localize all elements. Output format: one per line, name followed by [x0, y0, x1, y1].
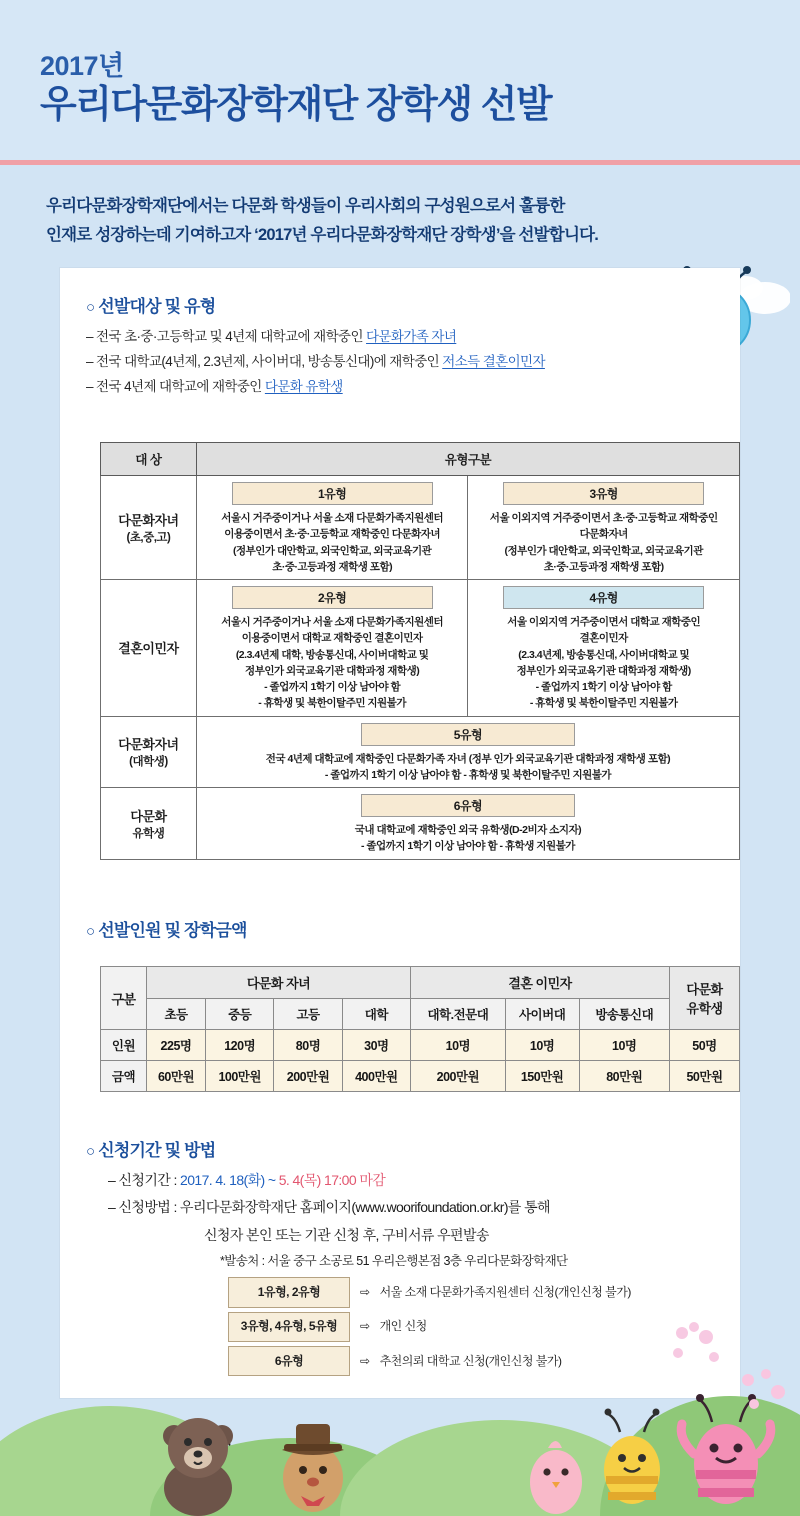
- flower-decoration-2: [734, 1366, 794, 1426]
- title-divider: [0, 160, 800, 165]
- cell: 225명: [147, 1030, 206, 1061]
- acorn-mascot: [268, 1404, 358, 1516]
- chick-mascot: [520, 1426, 592, 1516]
- ring-bullet-icon: ○: [86, 1143, 95, 1160]
- row-label: 금액: [101, 1061, 147, 1092]
- quota-col-college: 대학.전문대: [411, 999, 506, 1030]
- route-row: [108, 1346, 720, 1376]
- cell: 150만원: [505, 1061, 579, 1092]
- type-cell: [196, 716, 739, 788]
- type-detail: 서울 이외지역 거주중이면서 초·중·고등학교 재학중인 다문화자녀 (정부인가 대안학교, 외국인학교, 외국교육기관 초·중·고등과정 재학생 포함): [489, 512, 718, 573]
- quota-group-children: 다문화 자녀: [147, 967, 411, 999]
- arrow-icon: ⇨: [360, 1353, 370, 1368]
- cell: 120명: [206, 1030, 274, 1061]
- table-row: [101, 716, 740, 788]
- type-detail: 전국 4년제 대학교에 재학중인 다문화가족 자녀 (정부 인가 외국교육기관 대학과정 재학생 포함) - 졸업까지 1학기 이상 남아야 함 - 휴학생 및 북한이탈주민 지원불가: [265, 752, 671, 781]
- types-table-header-target: 대 상: [101, 443, 197, 476]
- title-year: 2017년: [40, 51, 124, 81]
- cell: 400만원: [342, 1061, 410, 1092]
- arrow-icon: ⇨: [360, 1319, 370, 1334]
- quota-col-high: 고등: [274, 999, 342, 1030]
- section-1-bullets: [86, 325, 545, 400]
- section-1-title: [86, 292, 545, 317]
- table-row: [101, 788, 740, 860]
- type-cell: [196, 788, 739, 860]
- type-detail: 서울시 거주중이거나 서울 소재 다문화가족지원센터 이용중이면서 대학교 재학중인 결혼이민자 (2.3.4년제 대학, 방송통신대, 사이버대학교 및 정부인가 외국교육기관 대학과정 재학생) - 졸업까지 1학기 이상 남아야 함 - 휴학생 및 북한이탈주민 지원불가: [221, 616, 444, 710]
- route-desc: 개인 신청: [379, 1319, 427, 1334]
- apply-info: [86, 1167, 720, 1376]
- quota-col-middle: 중등: [206, 999, 274, 1030]
- intro-paragraph: [46, 192, 758, 250]
- route-types: 6유형: [228, 1346, 350, 1376]
- section-2: [86, 916, 247, 941]
- cell: 200만원: [274, 1061, 342, 1092]
- row-label: 다문화 유학생: [101, 788, 197, 860]
- cell: 80만원: [579, 1061, 669, 1092]
- row-label: 결혼이민자: [101, 580, 197, 717]
- section-3-title-text: 신청기간 및 방법: [98, 1141, 216, 1160]
- apply-note: *발송처 : 서울 중구 소공로 51 우리은행본점 3층 우리다문화장학재단: [220, 1253, 568, 1268]
- route-desc: 추천의뢰 대학교 신청(개인신청 불가): [379, 1353, 562, 1368]
- route-types: 3유형, 4유형, 5유형: [228, 1312, 350, 1342]
- table-row: [101, 1061, 740, 1092]
- type-detail: 서울 이외지역 거주중이면서 대학교 재학중인 결혼이민자 (2.3.4년제, 방송통신대, 사이버대학교 및 정부인가 외국교육기관 대학과정 재학생) - 졸업까지 1학기 이상 남아야 함 - 휴학생 및 북한이탈주민 지원불가: [507, 616, 701, 710]
- type-chip: 1유형: [232, 482, 433, 505]
- quota-col-elementary: 초등: [147, 999, 206, 1030]
- cell: 50명: [670, 1030, 740, 1061]
- row-label: 인원: [101, 1030, 147, 1061]
- quota-col-university: 대학: [342, 999, 410, 1030]
- list-item: – 전국 초·중·고등학교 및 4년제 대학교에 재학중인 다문화가족 자녀: [86, 329, 457, 344]
- section-1: [86, 292, 545, 400]
- cell: 30명: [342, 1030, 410, 1061]
- type-detail: 서울시 거주중이거나 서울 소재 다문화가족지원센터 이용중이면서 초·중·고등학교 재학중인 다문화자녀 (정부인가 대안학교, 외국인학교, 외국교육기관 초·중·고등과정 재학생 포함): [221, 512, 444, 573]
- apply-period: – 신청기간 : 2017. 4. 18(화) ~ 5. 4(목) 17:00 마감: [108, 1172, 386, 1188]
- type-cell: [468, 580, 740, 717]
- quota-group-international: 다문화 유학생: [670, 967, 740, 1030]
- quota-group-immigrants: 결혼 이민자: [411, 967, 670, 999]
- type-cell: [468, 476, 740, 580]
- cell: 10명: [505, 1030, 579, 1061]
- type-chip: 2유형: [232, 586, 433, 609]
- cell: 10명: [579, 1030, 669, 1061]
- section-2-title: [86, 916, 247, 941]
- route-types: 1유형, 2유형: [228, 1277, 350, 1307]
- arrow-icon: ⇨: [360, 1284, 370, 1299]
- type-cell: [196, 476, 468, 580]
- type-chip: 3유형: [503, 482, 704, 505]
- section-2-title-text: 선발인원 및 장학금액: [98, 921, 247, 940]
- type-chip: 4유형: [503, 586, 704, 609]
- apply-method: – 신청방법 : 우리다문화장학재단 홈페이지(www.woorifoundation.or.kr)를 통해 신청자 본인 또는 기관 신청 후, 구비서류 우편발송 *발송처 : 서울 중구 소공로 51 우리은행본점 3층 우리다문화장학재단: [108, 1194, 720, 1273]
- cell: 60만원: [147, 1061, 206, 1092]
- type-cell: [196, 580, 468, 717]
- table-row: [101, 476, 740, 580]
- type-chip: 5유형: [361, 723, 575, 746]
- cell: 10명: [411, 1030, 506, 1061]
- table-row: [101, 1030, 740, 1061]
- quota-table: [100, 966, 740, 1092]
- types-table: [100, 442, 740, 860]
- type-detail: 국내 대학교에 재학중인 외국 유학생(D-2비자 소지자) - 졸업까지 1학기 이상 남아야 함 - 휴학생 지원불가: [354, 824, 582, 853]
- ring-bullet-icon: ○: [86, 299, 95, 316]
- type-chip: 6유형: [361, 794, 575, 817]
- section-3-title: [86, 1136, 720, 1161]
- yellow-bee-mascot: [590, 1404, 674, 1516]
- route-row: [108, 1312, 720, 1342]
- cell: 80명: [274, 1030, 342, 1061]
- route-row: [108, 1277, 720, 1307]
- types-table-header-typegroup: 유형구분: [196, 443, 739, 476]
- title-main: 우리다문화장학재단 장학생 선발: [40, 83, 552, 126]
- bear-mascot: [150, 1396, 246, 1516]
- list-item: – 전국 대학교(4년제, 2.3년제, 사이버대, 방송통신대)에 재학중인 저소득 결혼이민자: [86, 353, 545, 369]
- row-label: 다문화자녀 (초,중,고): [101, 476, 197, 580]
- cell: 100만원: [206, 1061, 274, 1092]
- ring-bullet-icon: ○: [86, 923, 95, 940]
- content-card: [60, 268, 740, 1398]
- list-item: – 전국 4년제 대학교에 재학중인 다문화 유학생: [86, 378, 343, 394]
- quota-corner: 구분: [101, 967, 147, 1030]
- page-title: [40, 52, 551, 127]
- table-row: [101, 580, 740, 717]
- section-3: [86, 1136, 720, 1376]
- route-desc: 서울 소재 다문화가족지원센터 신청(개인신청 불가): [379, 1284, 631, 1299]
- section-1-title-text: 선발대상 및 유형: [98, 297, 216, 316]
- quota-col-cyber: 사이버대: [505, 999, 579, 1030]
- quota-col-broadcast: 방송통신대: [579, 999, 669, 1030]
- cell: 200만원: [411, 1061, 506, 1092]
- cell: 50만원: [670, 1061, 740, 1092]
- row-label: 다문화자녀 (대학생): [101, 716, 197, 788]
- intro-line-2: 인재로 성장하는데 기여하고자 ‘2017년 우리다문화장학재단 장학생’을 선발합니다.: [46, 225, 599, 244]
- intro-line-1: 우리다문화장학재단에서는 다문화 학생들이 우리사회의 구성원으로서 훌륭한: [46, 197, 565, 215]
- bottom-decoration: [0, 1376, 800, 1516]
